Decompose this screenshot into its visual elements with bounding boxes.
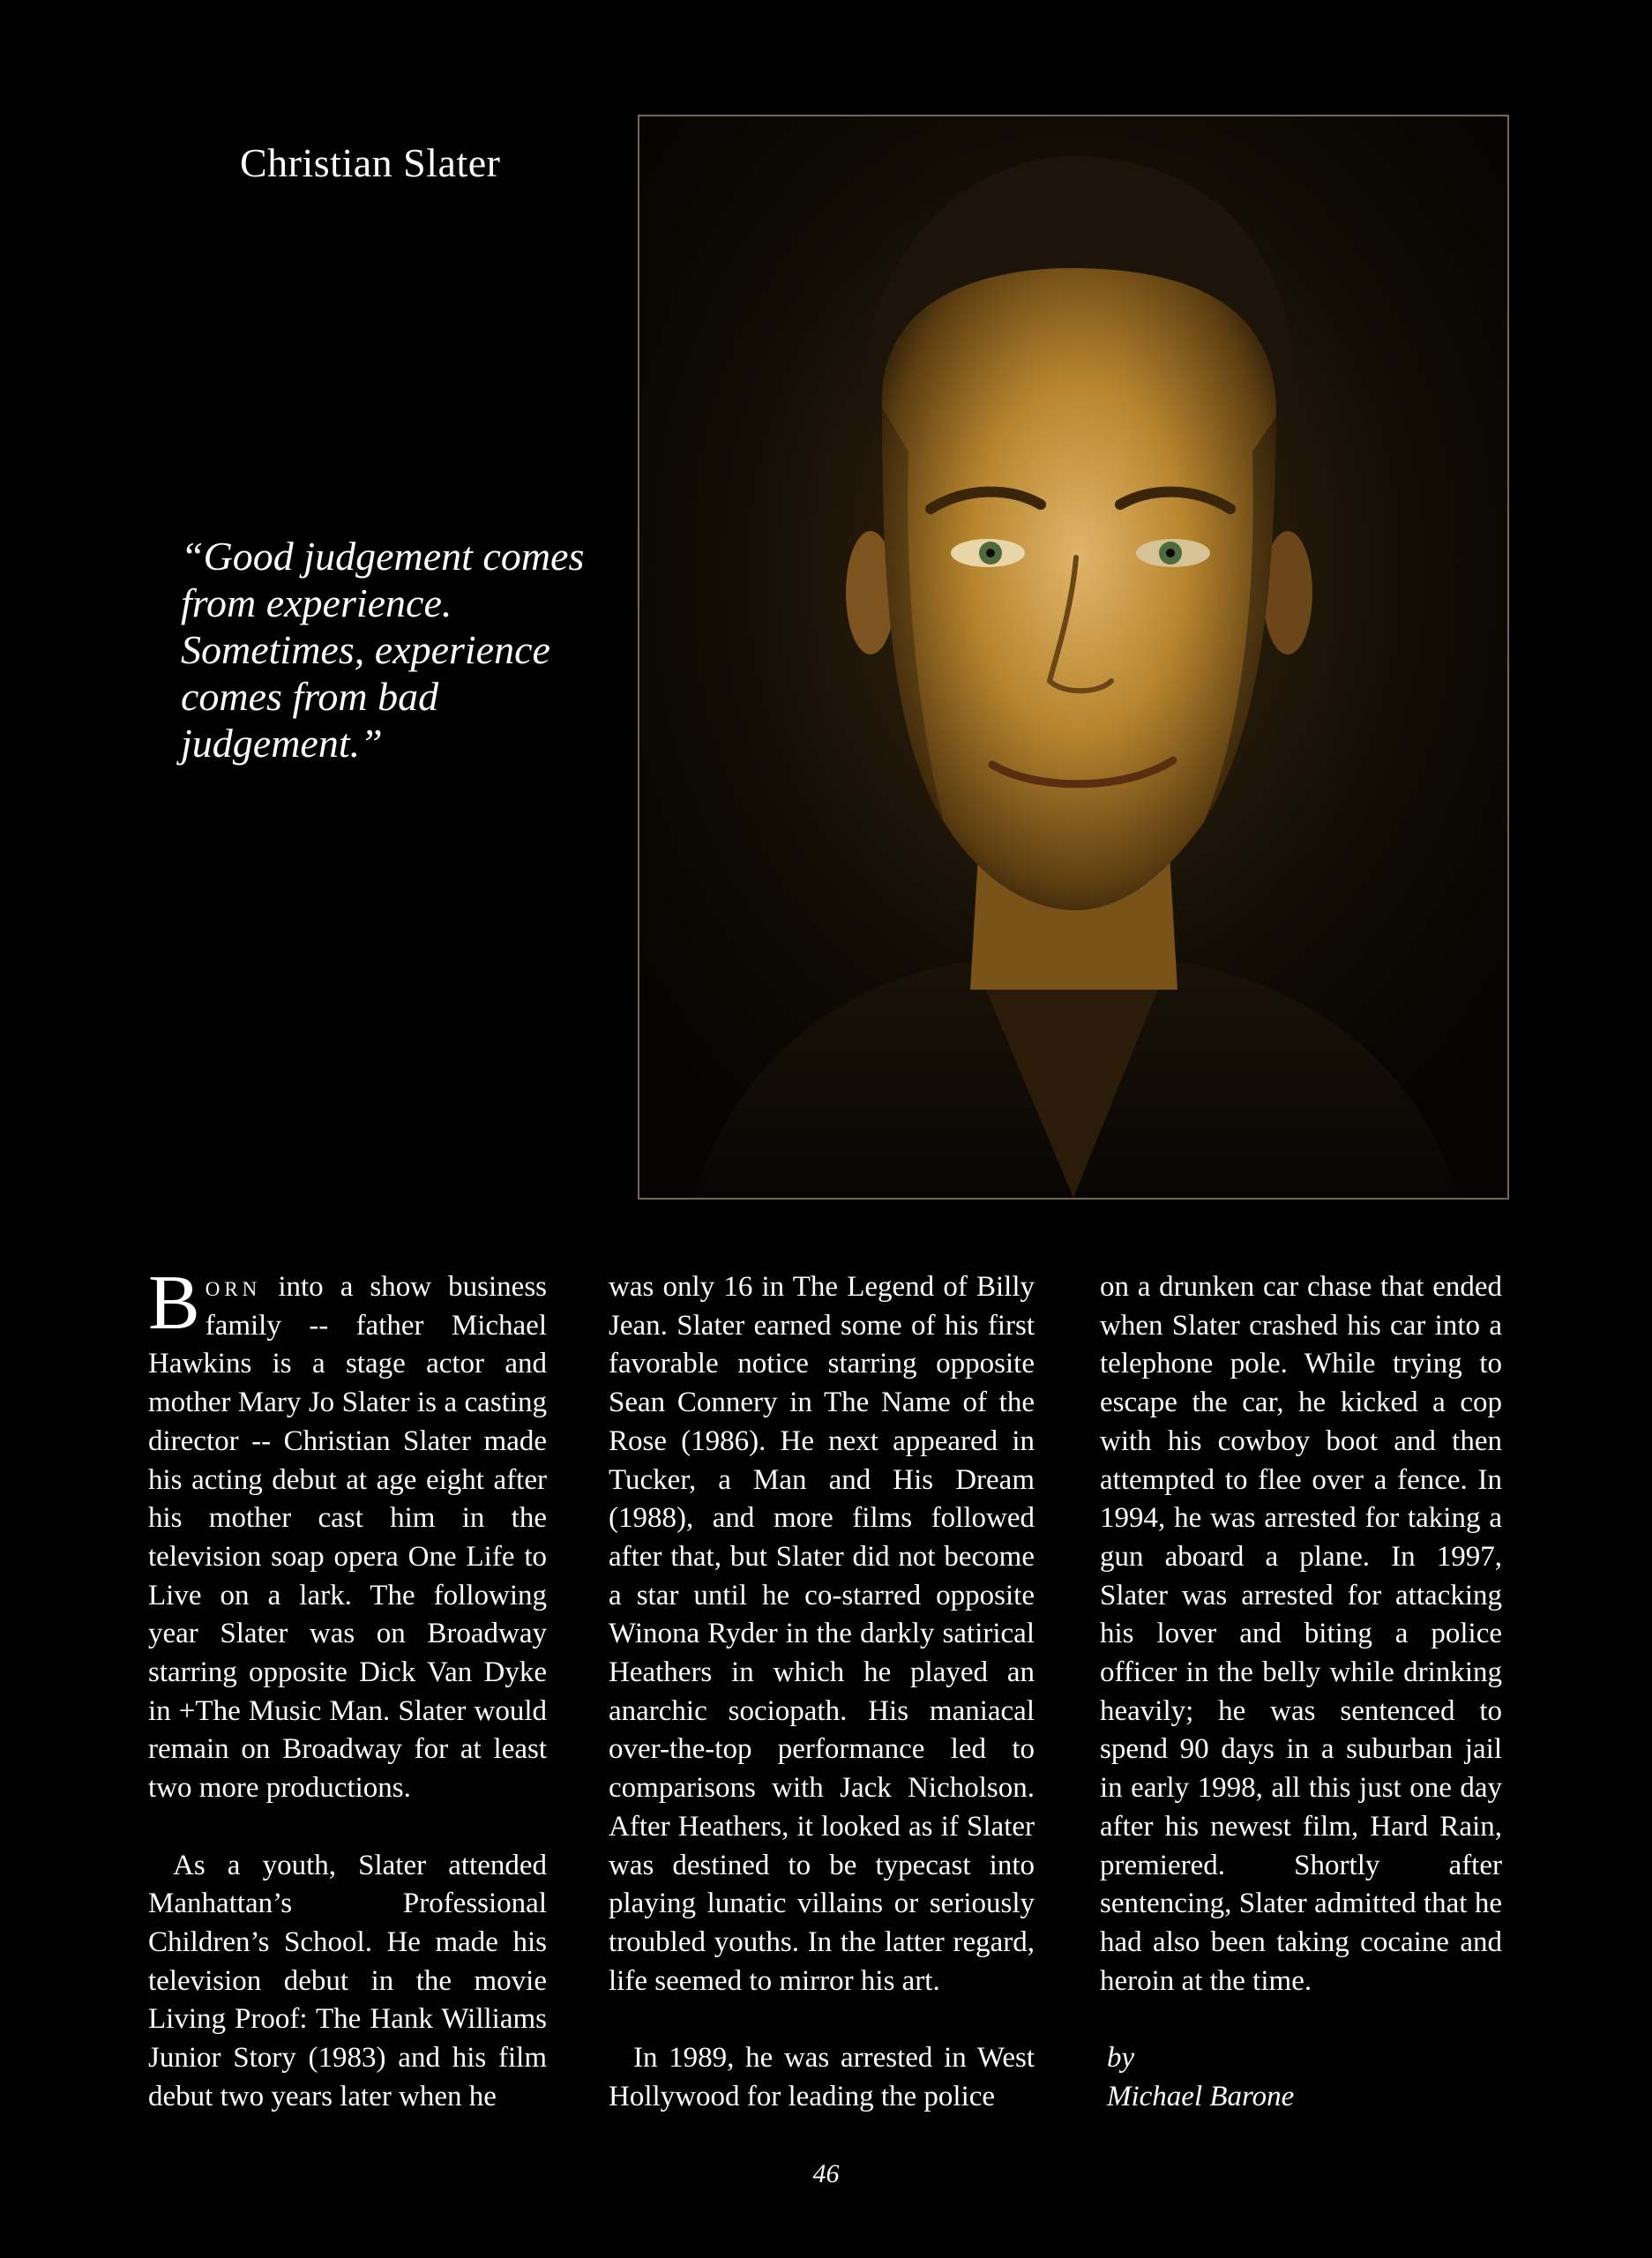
lead-in-small-caps: orn (205, 1271, 262, 1303)
article-column-2 (609, 1268, 1035, 2116)
paragraph-arrest-continued: on a drunken car chase that ended when Slater crashed his car into a telephone pole. While trying to escape the car, he kicked a cop with his cowboy boot and then attempted to flee over a fence. In 1994, he was arrested for taking a gun aboard a plane. In 1997, Slater was arrested for attacking his lover and biting a police officer in the belly while drinking heavily; he was sentenced to spend 90 days in a suburban jail in early 1998, all this just one day after his newest film, Hard Rain, premiered. Shortly after sentencing, Slater admitted that he had also been taking cocaine and heroin at the time. (1100, 1271, 1502, 1997)
article-title: Christian Slater (240, 140, 501, 185)
paragraph-arrest: In 1989, he was arrested in West Hollywood for leading the police (609, 2042, 1035, 2112)
page-number: 46 (812, 2159, 840, 2188)
article-column-3 (1100, 1268, 1502, 2116)
byline-prefix: by (1107, 2042, 1135, 2075)
paragraph-youth: As a youth, Slater attended Manhattan’s Professional Children’s School. He made his television debut in the movie Living Proof: The Hank Williams Junior Story (1983) and his film debut two years later when he (148, 1849, 547, 2112)
paragraph-born (148, 1260, 547, 1808)
portrait-illustration (639, 116, 1507, 1198)
portrait-photo (638, 115, 1509, 1200)
pull-quote: “Good judgement comes from experience. Sometimes, experience comes from bad judgement.” (181, 534, 585, 766)
paragraph-text: into a show business family -- father Michael Hawkins is a stage actor and mother Mary Jo Slater is a casting director -- Christian Slater made his acting debut at age eight after his mother cast him in the television soap opera One Life to Live on a lark. The following year Slater was on Broadway starring opposite Dick Van Dyke in +The Music Man. Slater would remain on Broadway for at least two more productions. (148, 1271, 547, 1805)
article-column-1 (148, 1260, 547, 2116)
paragraph-career: was only 16 in The Legend of Billy Jean. Slater earned some of his first favorable notice starring opposite Sean Connery in The Name of the Rose (1986). He next appeared in Tucker, a Man and His Dream (1988), and more films followed after that, but Slater did not become a star until he co-starred opposite Winona Ryder in the darkly satirical Heathers in which he played an anarchic sociopath. His maniacal over-the-top performance led to comparisons with Jack Nicholson. After Heathers, it looked as if Slater was destined to be typecast into playing lunatic villains or seriously troubled youths. In the latter regard, life seemed to mirror his art. (609, 1271, 1035, 1997)
author-name: Michael Barone (1107, 2080, 1295, 2112)
drop-cap: B (148, 1260, 200, 1346)
byline (1100, 2039, 1502, 2116)
